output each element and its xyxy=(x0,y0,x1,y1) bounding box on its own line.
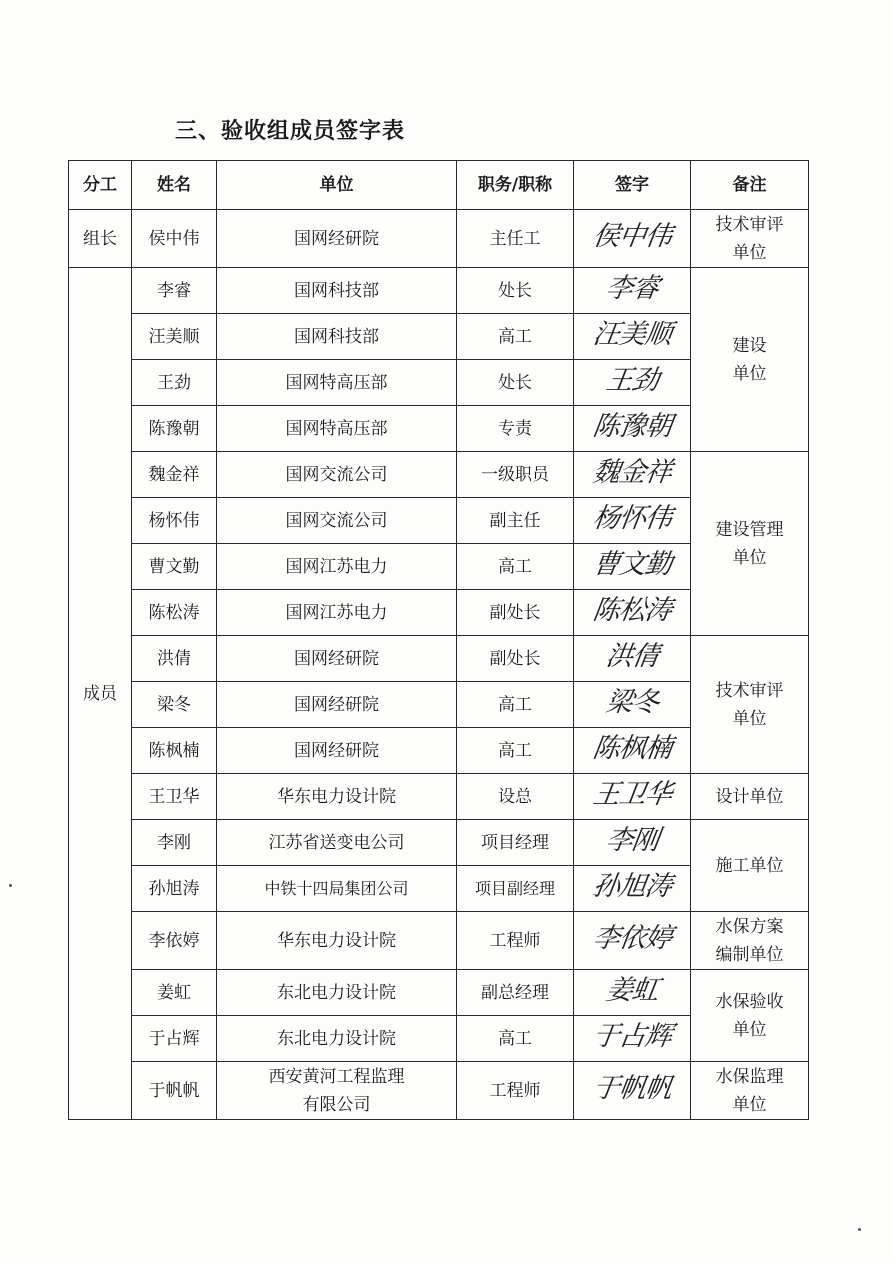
scan-speck xyxy=(9,884,12,887)
unit-cell: 华东电力设计院 xyxy=(217,774,457,820)
handwritten-signature: 杨怀伟 xyxy=(590,503,674,534)
scan-speck xyxy=(858,1228,861,1231)
title-cell: 项目副经理 xyxy=(457,866,574,912)
name-cell: 孙旭涛 xyxy=(132,866,217,912)
title-cell: 处长 xyxy=(457,360,574,406)
signature-cell xyxy=(574,682,691,728)
table-row xyxy=(69,820,809,866)
name-cell: 于帆帆 xyxy=(132,1062,217,1120)
name-cell: 王劲 xyxy=(132,360,217,406)
name-cell: 李依婷 xyxy=(132,912,217,970)
table-row xyxy=(69,970,809,1016)
role-cell: 组长 xyxy=(69,210,132,268)
title-cell: 高工 xyxy=(457,728,574,774)
name-cell: 梁冬 xyxy=(132,682,217,728)
title-cell: 高工 xyxy=(457,1016,574,1062)
name-cell: 杨怀伟 xyxy=(132,498,217,544)
unit-line: 有限公司 xyxy=(302,1094,371,1115)
unit-cell: 东北电力设计院 xyxy=(217,1016,457,1062)
handwritten-signature: 陈松涛 xyxy=(590,595,674,626)
signature-cell xyxy=(574,1062,691,1120)
column-header: 备注 xyxy=(691,161,809,210)
table-header-row xyxy=(69,161,809,210)
table-row xyxy=(69,912,809,970)
remark-cell xyxy=(691,912,809,970)
name-cell: 汪美顺 xyxy=(132,314,217,360)
title-cell: 主任工 xyxy=(457,210,574,268)
remark-text: 水保验收单位 xyxy=(715,991,784,1040)
handwritten-signature: 陈豫朝 xyxy=(590,411,674,442)
unit-cell: 国网科技部 xyxy=(217,268,457,314)
remark-cell: 设计单位 xyxy=(691,774,809,820)
remark-text: 技术审评单位 xyxy=(715,214,784,263)
role-cell: 成员 xyxy=(69,268,132,1120)
column-header: 姓名 xyxy=(132,161,217,210)
handwritten-signature: 王劲 xyxy=(603,365,661,396)
handwritten-signature: 魏金祥 xyxy=(590,457,674,488)
unit-cell: 江苏省送变电公司 xyxy=(217,820,457,866)
title-cell: 高工 xyxy=(457,544,574,590)
title-cell: 高工 xyxy=(457,314,574,360)
column-header: 单位 xyxy=(217,161,457,210)
column-header: 分工 xyxy=(69,161,132,210)
unit-cell xyxy=(217,1062,457,1120)
signature-cell xyxy=(574,912,691,970)
name-cell: 陈枫楠 xyxy=(132,728,217,774)
table-row xyxy=(69,452,809,498)
title-cell: 处长 xyxy=(457,268,574,314)
table-row-leader xyxy=(69,210,809,268)
title-cell: 副主任 xyxy=(457,498,574,544)
name-cell: 王卫华 xyxy=(132,774,217,820)
handwritten-signature: 侯中伟 xyxy=(590,221,674,252)
name-cell: 曹文勤 xyxy=(132,544,217,590)
unit-line: 西安黄河工程监理 xyxy=(268,1066,405,1087)
title-cell: 项目经理 xyxy=(457,820,574,866)
remark-text: 水保方案编制单位 xyxy=(715,916,784,965)
handwritten-signature: 孙旭涛 xyxy=(590,871,674,902)
name-cell: 李刚 xyxy=(132,820,217,866)
handwritten-signature: 李依婷 xyxy=(590,923,674,954)
signature-cell xyxy=(574,590,691,636)
remark-cell xyxy=(691,1062,809,1120)
signature-cell xyxy=(574,820,691,866)
page-title: 三、验收组成员签字表 xyxy=(175,119,406,144)
remark-text: 技术审评单位 xyxy=(715,680,784,729)
remark-cell: 施工单位 xyxy=(691,820,809,912)
table-row xyxy=(69,636,809,682)
remark-cell xyxy=(691,970,809,1062)
unit-cell: 华东电力设计院 xyxy=(217,912,457,970)
name-cell: 于占辉 xyxy=(132,1016,217,1062)
remark-cell xyxy=(691,452,809,636)
name-cell: 姜虹 xyxy=(132,970,217,1016)
title-cell: 副总经理 xyxy=(457,970,574,1016)
handwritten-signature: 洪倩 xyxy=(603,641,661,672)
signature-cell xyxy=(574,970,691,1016)
signature-cell xyxy=(574,406,691,452)
title-cell: 高工 xyxy=(457,682,574,728)
column-header: 签字 xyxy=(574,161,691,210)
signature-cell xyxy=(574,1016,691,1062)
table-row xyxy=(69,774,809,820)
handwritten-signature: 于占辉 xyxy=(590,1021,674,1052)
signature-cell xyxy=(574,268,691,314)
unit-cell: 国网特高压部 xyxy=(217,406,457,452)
unit-cell: 中铁十四局集团公司 xyxy=(217,866,457,912)
signature-cell xyxy=(574,866,691,912)
signature-cell xyxy=(574,360,691,406)
title-cell: 设总 xyxy=(457,774,574,820)
handwritten-signature: 姜虹 xyxy=(603,975,661,1006)
handwritten-signature: 曹文勤 xyxy=(590,549,674,580)
title-cell: 副处长 xyxy=(457,590,574,636)
handwritten-signature: 梁冬 xyxy=(603,687,661,718)
unit-cell: 国网经研院 xyxy=(217,728,457,774)
unit-cell: 国网江苏电力 xyxy=(217,590,457,636)
signature-cell xyxy=(574,498,691,544)
signature-cell xyxy=(574,544,691,590)
remark-text: 建设管理单位 xyxy=(715,519,784,568)
signature-cell xyxy=(574,210,691,268)
signature-table xyxy=(68,160,809,1120)
unit-cell: 东北电力设计院 xyxy=(217,970,457,1016)
remark-text: 建设单位 xyxy=(732,335,767,384)
signature-cell xyxy=(574,314,691,360)
title-cell: 副处长 xyxy=(457,636,574,682)
name-cell: 陈豫朝 xyxy=(132,406,217,452)
unit-cell: 国网经研院 xyxy=(217,636,457,682)
title-cell: 工程师 xyxy=(457,912,574,970)
column-header: 职务/职称 xyxy=(457,161,574,210)
name-cell: 魏金祥 xyxy=(132,452,217,498)
unit-cell: 国网科技部 xyxy=(217,314,457,360)
remark-cell xyxy=(691,636,809,774)
handwritten-signature: 汪美顺 xyxy=(590,319,674,350)
handwritten-signature: 陈枫楠 xyxy=(590,733,674,764)
title-cell: 专责 xyxy=(457,406,574,452)
table-row xyxy=(69,1062,809,1120)
unit-cell: 国网交流公司 xyxy=(217,452,457,498)
signature-cell xyxy=(574,636,691,682)
title-cell: 一级职员 xyxy=(457,452,574,498)
name-cell: 陈松涛 xyxy=(132,590,217,636)
unit-cell: 国网特高压部 xyxy=(217,360,457,406)
signature-cell xyxy=(574,728,691,774)
handwritten-signature: 于帆帆 xyxy=(590,1073,674,1104)
handwritten-signature: 王卫华 xyxy=(590,779,674,810)
unit-cell: 国网经研院 xyxy=(217,682,457,728)
signature-cell xyxy=(574,452,691,498)
unit-cell: 国网江苏电力 xyxy=(217,544,457,590)
unit-cell: 国网交流公司 xyxy=(217,498,457,544)
name-cell: 洪倩 xyxy=(132,636,217,682)
handwritten-signature: 李睿 xyxy=(603,273,661,304)
title-cell: 工程师 xyxy=(457,1062,574,1120)
unit-cell: 国网经研院 xyxy=(217,210,457,268)
name-cell: 李睿 xyxy=(132,268,217,314)
signature-cell xyxy=(574,774,691,820)
remark-cell xyxy=(691,268,809,452)
table-row xyxy=(69,268,809,314)
handwritten-signature: 李刚 xyxy=(603,825,661,856)
remark-cell xyxy=(691,210,809,268)
remark-text: 水保监理单位 xyxy=(715,1066,784,1115)
name-cell: 侯中伟 xyxy=(132,210,217,268)
